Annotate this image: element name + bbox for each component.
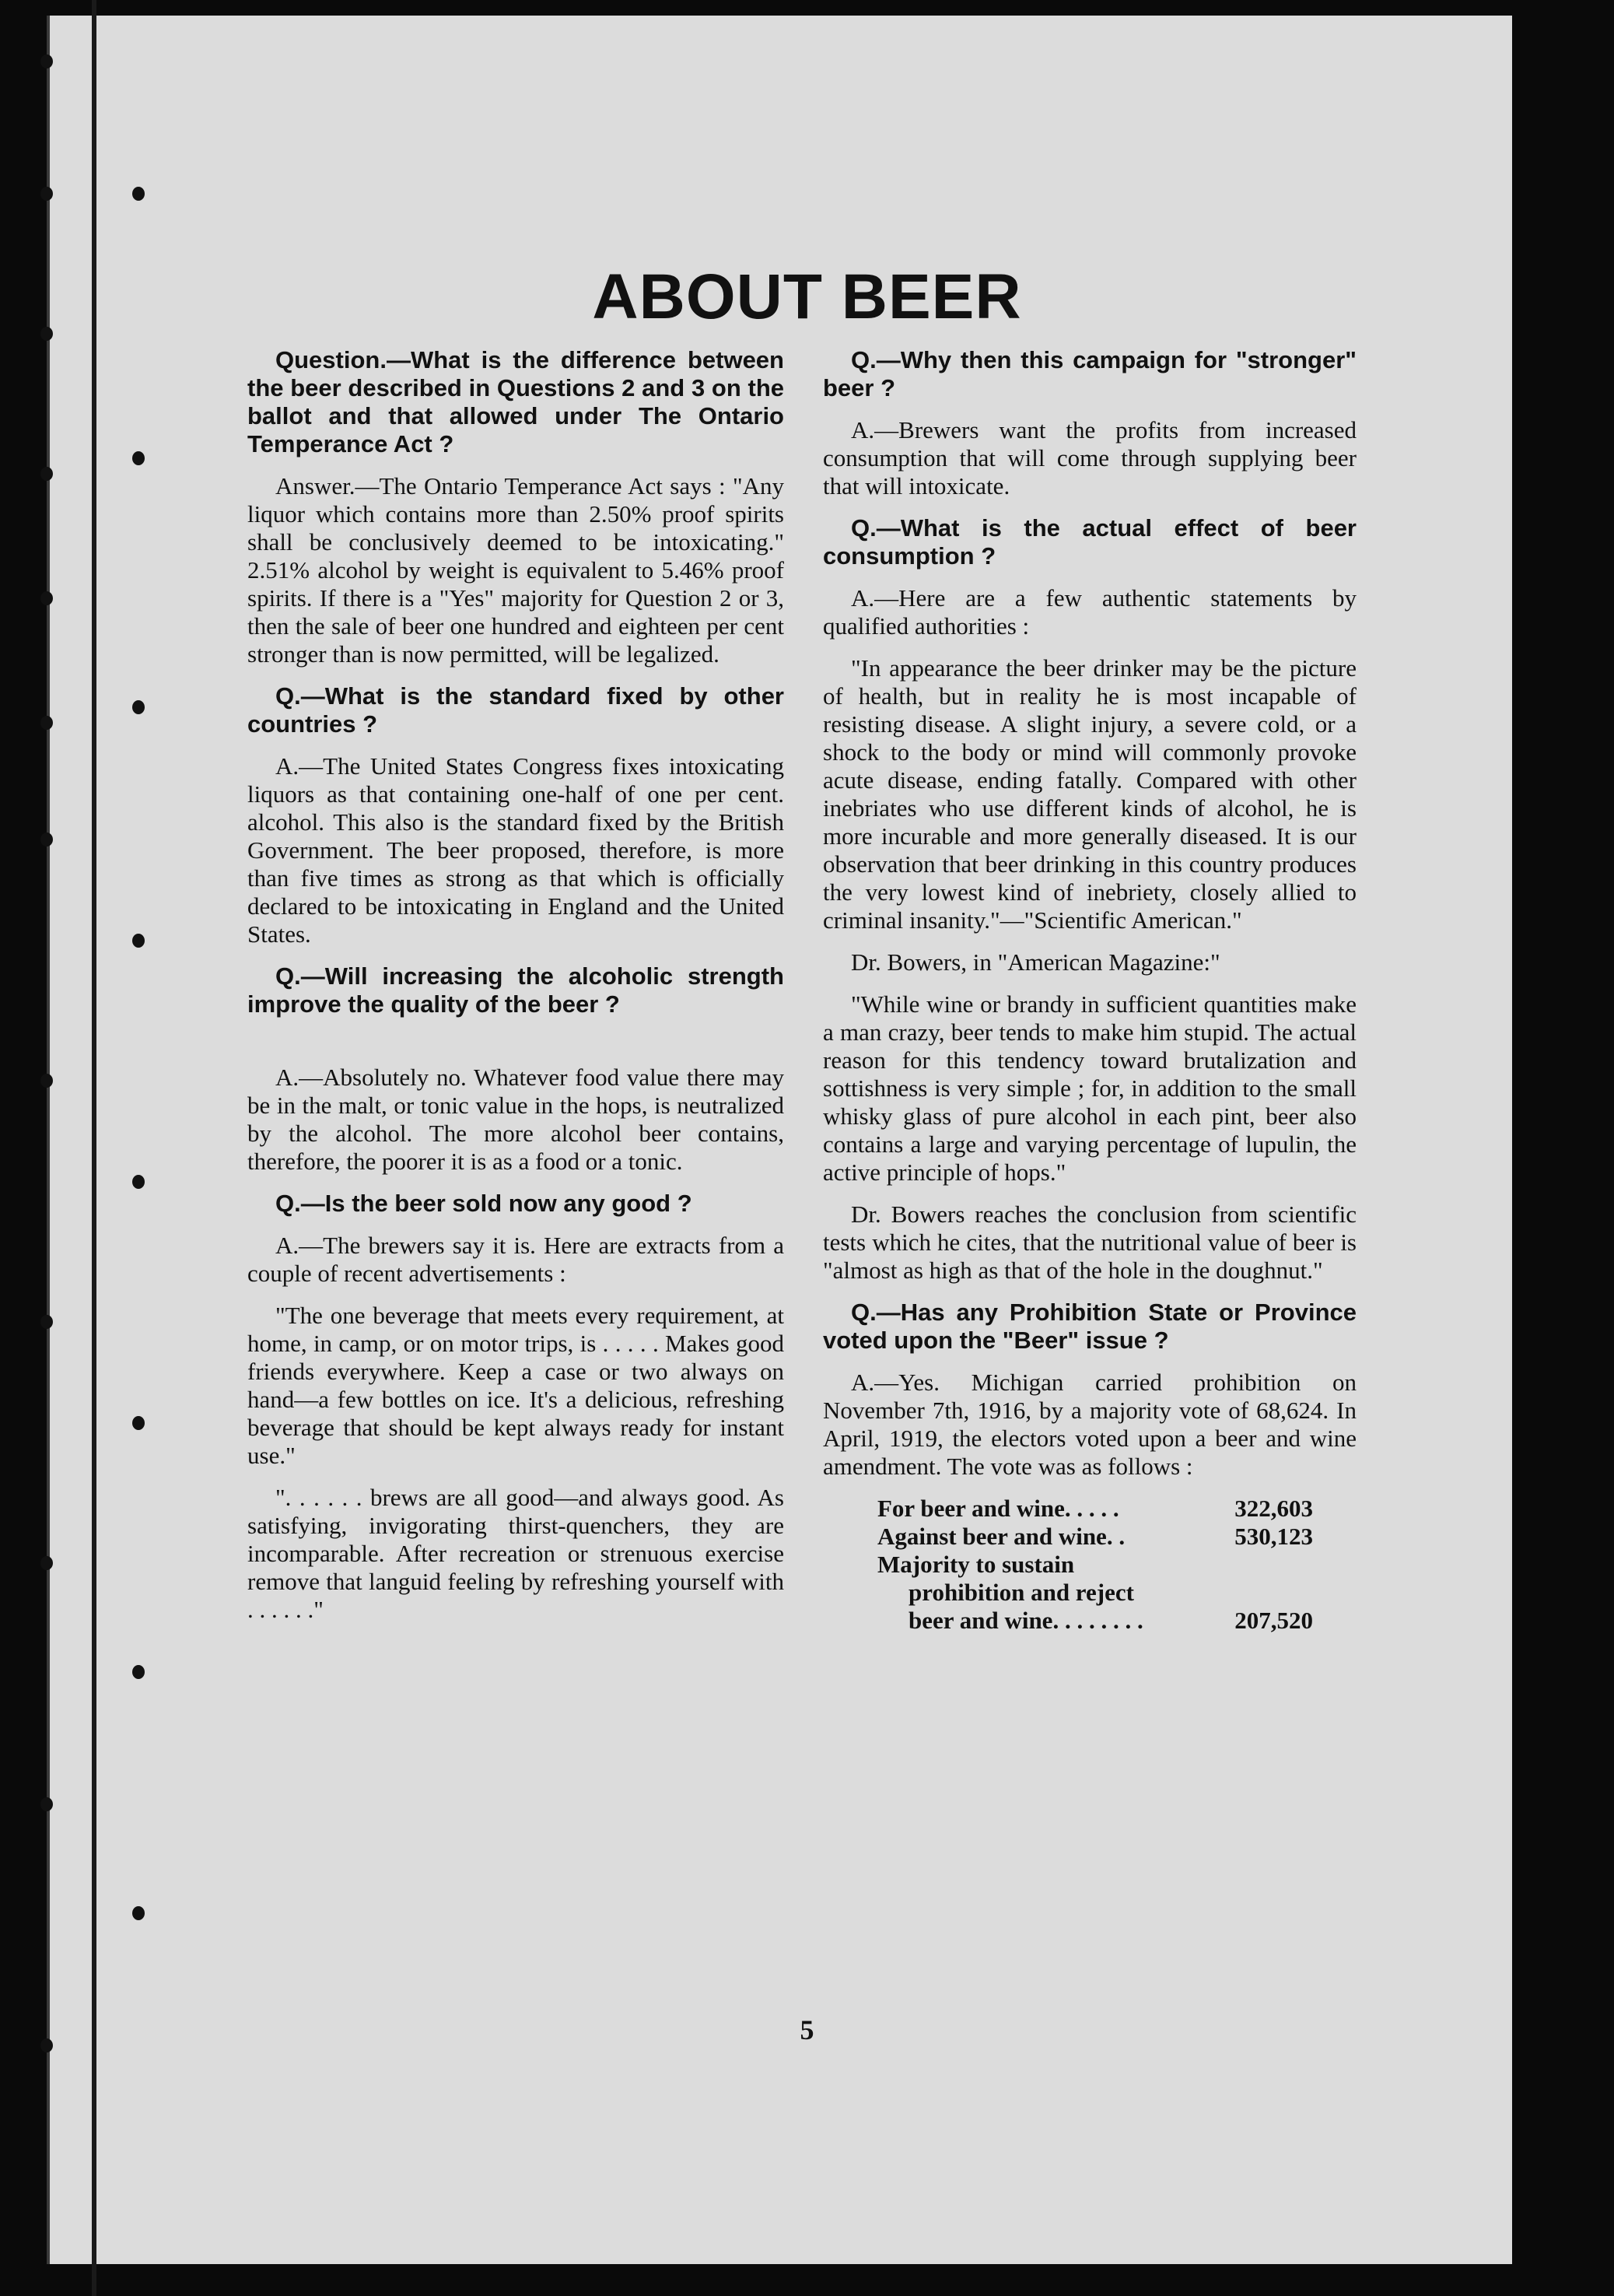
vote-label-against: Against beer and wine. . [877,1523,1126,1550]
binding-line [92,0,96,2296]
punch-hole [40,1315,53,1329]
vote-label-majority: Majority to sustain [877,1551,1075,1578]
vote-row-majority [877,1551,1313,1579]
answer-1: Answer.—The Ontario Temperance Act says : "Any liquor which contains more than 2.50% proof spirits shall be conclusively deemed to be intoxicating." 2.51% alcohol by weight is equivalent to 5.46% proof spirits. If there is a "Yes" majority for Question 2 or 3, then the sale of beer one hundred and eighteen per cent stronger than is now permitted, will be legalized. [247,472,784,668]
vote-tally [877,1495,1357,1635]
punch-hole [132,1175,145,1189]
punch-hole [40,467,53,481]
punch-hole [132,934,145,948]
question-3: Q.—Will increasing the alcoholic strength improve the quality of the beer ? [247,962,784,1018]
punch-hole [40,187,53,201]
page-title: ABOUT BEER [592,261,1022,332]
question-6: Q.—What is the actual effect of beer consumption ? [823,514,1357,570]
vote-label-majority-end: beer and wine. . . . . . . . [909,1607,1143,1634]
vote-row-majority-cont [877,1579,1313,1607]
vote-value-against: 530,123 [1234,1523,1313,1550]
question-1: Question.—What is the difference between the beer described in Questions 2 and 3 on the ballot and that allowed under The Ontario Temperance Act ? [247,346,784,457]
question-4: Q.—Is the beer sold now any good ? [275,1190,692,1217]
answer-5: A.—Brewers want the profits from increased consumption that will come through supplying beer that will intoxicate. [823,416,1357,500]
answer-2: A.—The United States Congress fixes intoxicating liquors as that containing one-half of one per cent. alcohol. This also is the standard fixed by the British Government. The beer proposed, therefore, is more than five times as strong as that which is officially declared to be intoxicating in England and the United States. [247,752,784,948]
punch-hole [132,451,145,465]
scientific-american-quote: "In appearance the beer drinker may be the picture of health, but in reality he is most incapable of resisting disease. A slight injury, a severe cold, or a shock to the body or mind will commonly provoke acute disease, ending fatally. Compared with other inebriates who use different kinds of alcohol, he is more incurable and more generally diseased. It is our observation that beer drinking in this country produces the very lowest kind of inebriety, closely allied to criminal insanity."—"Scientific American." [823,654,1357,934]
vote-row-for [877,1495,1313,1523]
punch-hole [132,1416,145,1430]
vote-label-majority-cont: prohibition and reject [909,1579,1134,1606]
answer-7: A.—Yes. Michigan carried prohibition on November 7th, 1916, by a majority vote of 68,624. In April, 1919, the electors voted upon a beer and wine amendment. The vote was as follows : [823,1369,1357,1480]
punch-hole [40,1556,53,1570]
question-5: Q.—Why then this campaign for "stronger" beer ? [823,346,1357,401]
vote-value-for: 322,603 [1234,1495,1313,1522]
punch-hole [40,54,53,68]
left-column [247,346,784,1638]
punch-hole [132,1906,145,1920]
punch-hole [40,1797,53,1811]
punch-hole [132,700,145,714]
answer-3: A.—Absolutely no. Whatever food value there may be in the malt, or tonic value in the hops, is neutralized by the alcohol. The more alcohol beer contains, therefore, the poorer it is as a food or a tonic. [247,1064,784,1175]
vote-label-for: For beer and wine. . . . . [877,1495,1119,1522]
vote-value-majority: 207,520 [1234,1607,1313,1634]
punch-hole [40,833,53,847]
right-column [823,346,1357,1635]
punch-hole [40,591,53,605]
page-number: 5 [800,2014,814,2045]
answer-4: A.—The brewers say it is. Here are extracts from a couple of recent advertisements : [247,1232,784,1287]
answer-6: A.—Here are a few authentic statements by qualified authorities : [823,584,1357,640]
punch-hole [132,187,145,201]
vote-row-against [877,1523,1313,1551]
punch-hole [40,716,53,730]
advertisement-quote-1: "The one beverage that meets every requirement, at home, in camp, or on motor trips, is . . . . . Makes good friends everywhere. Keep a case or two always on hand—a few bottles on ice. It's a delicious, refreshing beverage that should be kept always ready for instant use." [247,1302,784,1469]
question-2: Q.—What is the standard fixed by other countries ? [247,682,784,738]
vote-row-majority-end [877,1607,1313,1635]
question-7: Q.—Has any Prohibition State or Province voted upon the "Beer" issue ? [823,1299,1357,1354]
bowers-attribution: Dr. Bowers, in "American Magazine:" [851,948,1220,976]
punch-hole [40,1074,53,1088]
advertisement-quote-2: ". . . . . . brews are all good—and always good. As satisfying, invigorating thirst-quenchers, they are incomparable. After recreation or strenuous exercise remove that languid feeling by refreshing yourself with . . . . . ." [247,1484,784,1623]
bowers-conclusion: Dr. Bowers reaches the conclusion from scientific tests which he cites, that the nutritional value of beer is "almost as high as that of the hole in the doughnut." [823,1201,1357,1284]
punch-hole [132,1665,145,1679]
bowers-quote: "While wine or brandy in sufficient quantities make a man crazy, beer tends to make him stupid. The actual reason for this tendency toward brutalization and sottishness is very simple ; for, in addition to the small whisky glass of pure alcohol in each pint, beer also contains a large and varying percentage of lupulin, the active principle of hops." [823,990,1357,1186]
